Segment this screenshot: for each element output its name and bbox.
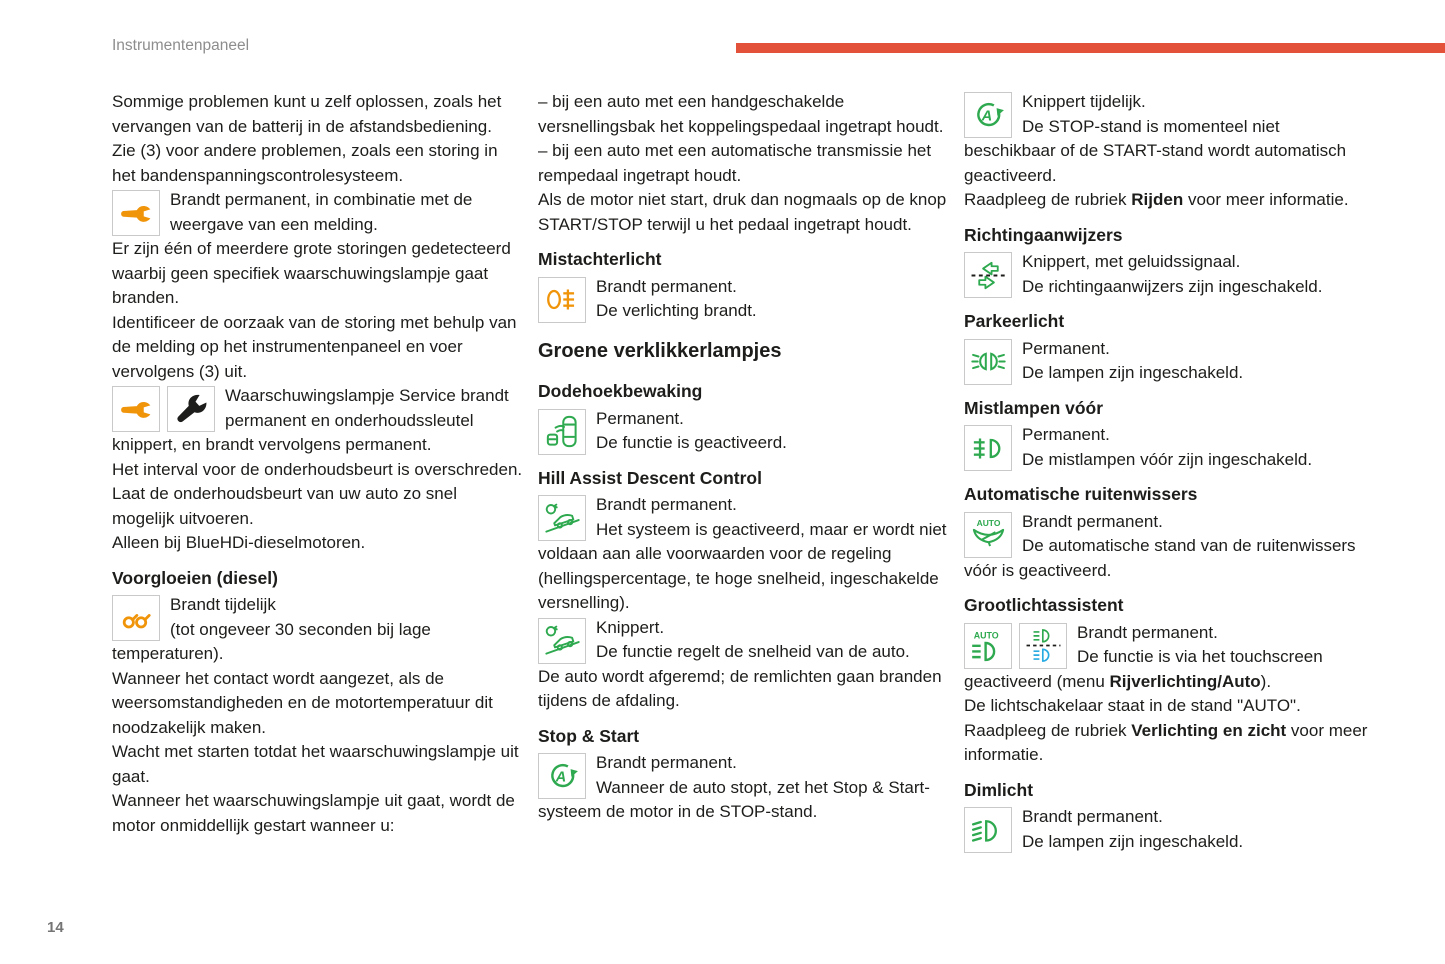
body-text: Wanneer het waarschuwingslampje uit gaat, wordt de motor onmiddellijk gestart wanneer u: (112, 791, 515, 835)
page-header: Instrumentenpaneel (112, 37, 250, 54)
body-text: Er zijn één of meerdere grote storingen gedetecteerd waarbij geen specifiek waarschuwingslampje gaat branden. (112, 239, 511, 307)
body-text: Knippert tijdelijk. (1022, 92, 1146, 111)
rear-fog-block (538, 275, 950, 324)
body-text: De mistlampen vóór zijn ingeschakeld. (1022, 449, 1313, 469)
body-text: Brandt tijdelijk (170, 595, 276, 614)
hill-assist-descent-icon (538, 618, 586, 664)
bold-ref: Verlichting en zicht (1131, 720, 1287, 740)
heading-auto-wipers: Automatische ruitenwissers (964, 484, 1198, 504)
body-text: Het interval voor de onderhoudsbeurt is overschreden. (112, 459, 523, 479)
body-text: Brandt permanent. (596, 276, 737, 296)
stop-start-blink-block (964, 90, 1376, 213)
hill-assist-block-1 (538, 493, 950, 616)
body-text: (tot ongeveer 30 seconden bij lage temperaturen). (112, 619, 431, 663)
stop-start-a-arrow-icon (964, 92, 1012, 138)
column-middle (538, 90, 964, 854)
body-text: Raadpleeg de rubriek Verlichting en zicht voor meer informatie. (964, 720, 1368, 764)
body-text: De functie regelt de snelheid van de auto. (596, 642, 910, 661)
parking-light-block (964, 337, 1376, 386)
low-beam-icon (964, 807, 1012, 853)
heading-stop-start: Stop & Start (538, 725, 640, 746)
page-number: 14 (47, 919, 64, 936)
front-fog-block (964, 423, 1376, 472)
body-text: Zie (3) voor andere problemen, zoals een storing in het bandenspanningscontrolesysteem. (112, 141, 498, 185)
body-text: Laat de onderhoudsbeurt van uw auto zo snel mogelijk uitvoeren. (112, 484, 457, 528)
heading-front-fog: Mistlampen vóór (964, 397, 1104, 418)
column-right (964, 90, 1390, 854)
list-item: – bij een auto met een automatische transmissie het rempedaal ingetrapt houdt. (538, 141, 932, 185)
heading-low-beam: Dimlicht (964, 779, 1034, 800)
service-maintenance-block (112, 384, 524, 458)
body-text: Knippert, met geluidssignaal. (1022, 252, 1241, 271)
high-low-beam-switch-icon (1019, 623, 1067, 669)
body-text: De auto wordt afgeremd; de remlichten gaan branden tijdens de afdaling. (538, 666, 942, 710)
service-warning-block (112, 188, 524, 237)
high-beam-icons (964, 623, 1067, 669)
blind-spot-monitoring-icon (538, 409, 586, 455)
body-text: Permanent. (1022, 338, 1110, 358)
body-text: De richtingaanwijzers zijn ingeschakeld. (1022, 276, 1323, 296)
body-text: De STOP-stand is momenteel niet beschikbaar of de START-stand wordt automatisch geactiveerd. (964, 116, 1347, 185)
wrench-icon (112, 386, 160, 432)
body-text: Sommige problemen kunt u zelf oplossen, zoals het vervangen van de batterij in de afstandsbediening. (112, 92, 502, 136)
body-text: De verlichting brandt. (596, 301, 757, 320)
body-text: Brandt permanent. (596, 753, 737, 772)
body-text: Knippert. (596, 617, 665, 637)
body-text: Wanneer de auto stopt, zet het Stop & Start-systeem de motor in de STOP-stand. (538, 777, 930, 821)
body-text: De lichtschakelaar staat in de stand "AUTO". (964, 696, 1301, 715)
turn-indicator-arrows-icon (964, 252, 1012, 298)
service-icons (112, 386, 215, 432)
heading-turn-indicators: Richtingaanwijzers (964, 224, 1123, 245)
turn-indicators-block (964, 250, 1376, 299)
body-text: Brandt permanent. (1022, 807, 1163, 826)
body-text: De functie is geactiveerd. (596, 433, 787, 452)
glow-plug-coil-icon (112, 595, 160, 641)
wrench-icon (112, 190, 160, 236)
low-beam-block (964, 805, 1376, 854)
body-text: Permanent. (596, 408, 684, 428)
body-text: Raadpleeg de rubriek Rijden voor meer informatie. (964, 190, 1349, 209)
auto-wipers-block (964, 510, 1376, 584)
front-fog-light-icon (964, 425, 1012, 471)
heading-high-beam-assist: Grootlichtassistent (964, 595, 1124, 615)
page-content (112, 90, 1402, 854)
parking-light-icon (964, 339, 1012, 385)
body-text: Permanent. (1022, 425, 1110, 444)
body-text: Het systeem is geactiveerd, maar er wordt niet voldaan aan alle voorwaarden voor de regeling (hellingspercentage, te hoge snelheid, ingeschakelde versnelling). (538, 519, 947, 612)
high-beam-assist-block (964, 621, 1376, 768)
section-heading-green-lamps: Groene verklikkerlampjes (538, 339, 782, 362)
column-left (112, 90, 538, 854)
bold-menu: Rijverlichting/Auto (1109, 671, 1261, 691)
list-item: – bij een auto met een handgeschakelde versnellingsbak het koppelingspedaal ingetrapt houdt. (538, 92, 944, 136)
body-text: Brandt permanent. (596, 495, 737, 514)
blind-spot-block (538, 407, 950, 456)
body-text: Brandt permanent. (1022, 511, 1163, 531)
body-text: Identificeer de oorzaak van de storing met behulp van de melding op het instrumentenpaneel en voer vervolgens (3) uit. (112, 312, 517, 381)
bold-ref: Rijden (1131, 190, 1184, 209)
body-text: Alleen bij BlueHDi-dieselmotoren. (112, 533, 366, 552)
auto-headlight-icon (964, 623, 1012, 669)
body-text: De automatische stand van de ruitenwissers vóór is geactiveerd. (964, 536, 1356, 580)
body-text: De lampen zijn ingeschakeld. (1022, 831, 1244, 851)
glow-plug-block (112, 593, 524, 667)
body-text: Brandt permanent. (1077, 622, 1218, 642)
body-text: Wanneer het contact wordt aangezet, als de weersomstandigheden en de motortemperatuur dit noodzakelijk maken. (112, 668, 493, 737)
body-text: De functie is via het touchscreen geactiveerd (menu Rijverlichting/Auto). (964, 647, 1323, 691)
stop-start-a-arrow-icon (538, 753, 586, 799)
heading-preheating: Voorgloeien (diesel) (112, 567, 278, 588)
heading-hill-assist: Hill Assist Descent Control (538, 467, 762, 488)
body-text: Als de motor niet start, druk dan nogmaals op de knop START/STOP terwijl u het pedaal ingetrapt houdt. (538, 190, 947, 234)
accent-bar (736, 43, 1445, 53)
auto-wiper-icon (964, 512, 1012, 558)
body-text: Brandt permanent, in combinatie met de weergave van een melding. (170, 190, 473, 234)
stop-start-block (538, 751, 950, 825)
body-text: Waarschuwingslampje Service brandt permanent en onderhoudssleutel knippert, en brandt vervolgens permanent. (112, 386, 509, 454)
hill-assist-descent-icon (538, 495, 586, 541)
rear-fog-light-icon (538, 277, 586, 323)
hill-assist-block-2 (538, 616, 950, 714)
body-text: Wacht met starten totdat het waarschuwingslampje uit gaat. (112, 742, 519, 786)
heading-rear-fog: Mistachterlicht (538, 249, 662, 269)
spanner-icon (167, 386, 215, 432)
body-text: De lampen zijn ingeschakeld. (1022, 363, 1244, 382)
heading-parking-light: Parkeerlicht (964, 311, 1065, 331)
heading-blind-spot: Dodehoekbewaking (538, 381, 703, 401)
